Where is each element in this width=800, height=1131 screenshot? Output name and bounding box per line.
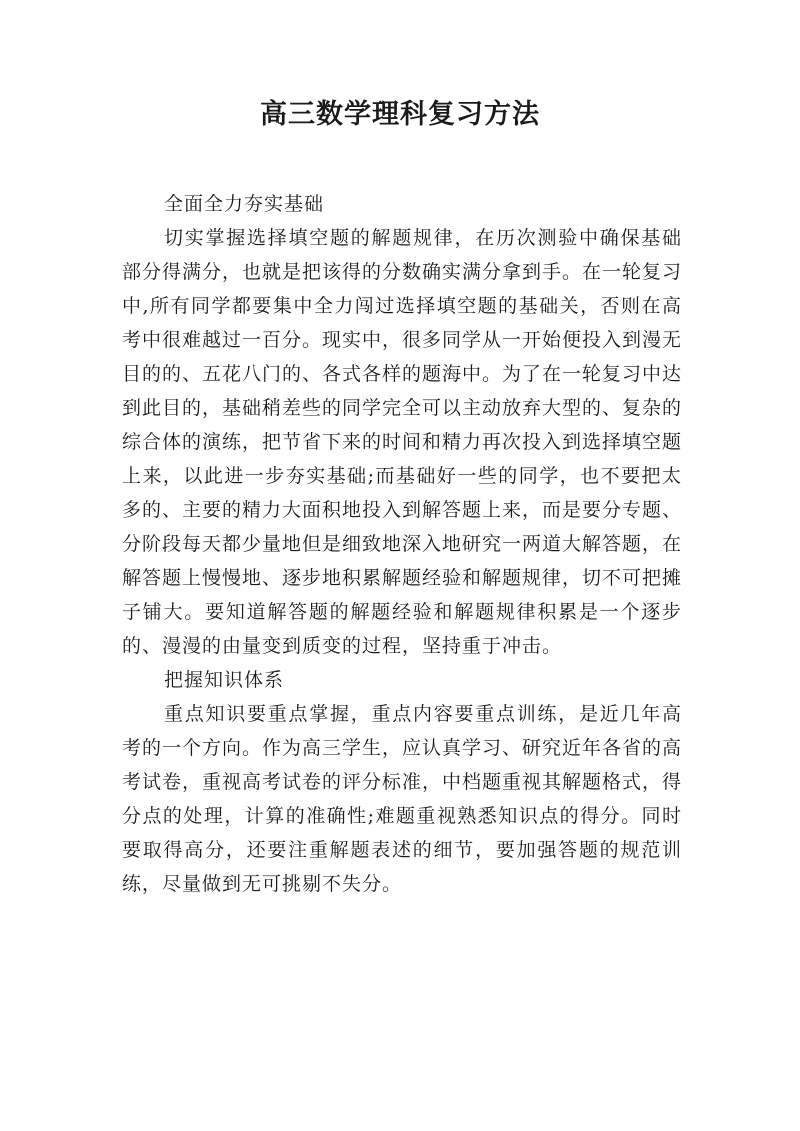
section-heading: 全面全力夯实基础 bbox=[164, 193, 325, 215]
document-body bbox=[122, 187, 682, 901]
section-heading: 把握知识体系 bbox=[164, 669, 285, 691]
section-paragraph: 重点知识要重点掌握，重点内容要重点训练，是近几年高考的一个方向。作为高三学生，应认真学习、研究近年各省的高考试卷，重视高考试卷的评分标准，中档题重视其解题格式，得分点的处理，计算的准确性;难题重视熟悉知识点的得分。同时要取得高分，还要注重解题表述的细节，要加强答题的规范训练，尽量做到无可挑剔不失分。 bbox=[122, 703, 683, 895]
document-title: 高三数学理科复习方法 bbox=[260, 99, 540, 130]
section-paragraph: 切实掌握选择填空题的解题规律，在历次测验中确保基础部分得满分，也就是把该得的分数确实满分拿到手。在一轮复习中,所有同学都要集中全力闯过选择填空题的基础关，否则在高考中很难越过一百分。现实中，很多同学从一开始便投入到漫无目的的、五花八门的、各式各样的题海中。为了在一轮复习中达到此目的，基础稍差些的同学完全可以主动放弃大型的、复杂的综合体的演练，把节省下来的时间和精力再次投入到选择填空题上来，以此进一步夯实基础;而基础好一些的同学，也不要把太多的、主要的精力大面积地投入到解答题上来，而是要分专题、分阶段每天都少量地但是细致地深入地研究一两道大解答题，在解答题上慢慢地、逐步地积累解题经验和解题规律，切不可把摊子铺大。要知道解答题的解题经验和解题规律积累是一个逐步的、漫漫的由量变到质变的过程，坚持重于冲击。 bbox=[122, 227, 683, 657]
